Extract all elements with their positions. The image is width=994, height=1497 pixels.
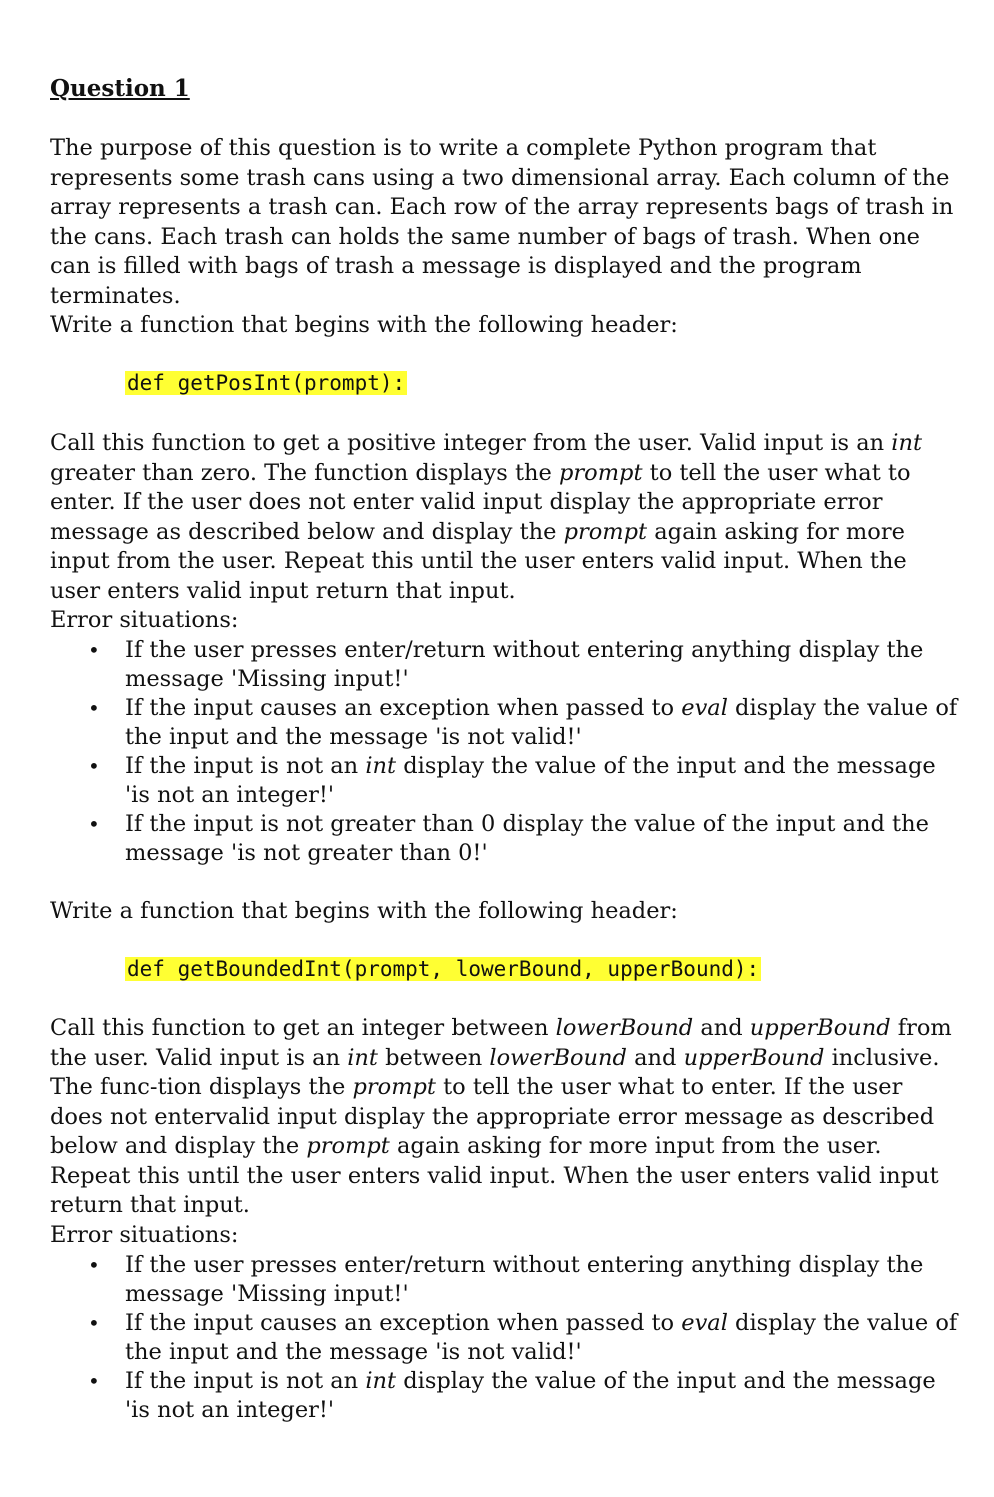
func1-description: Call this function to get a positive integer from the user. Valid input is an int greater than zero. The function displays the prompt to tell the user what to enter. If the user does not enter valid input display the appropriate error message as described below and display the prompt again asking for more input from the user. Repeat this until the user enters valid input. When the user enters valid input return that input.	[50, 430, 923, 604]
bullet-icon: •	[88, 754, 100, 778]
list-item: • If the input is not greater than 0 display the value of the input and the message 'is not greater than 0!'	[88, 811, 929, 866]
func2-lead: Write a function that begins with the following header:	[50, 898, 678, 924]
func2-errors-label: Error situations:	[50, 1222, 239, 1248]
list-item: • If the input is not an int display the value of the input and the message 'is not an integer!'	[88, 753, 936, 808]
bullet-icon: •	[88, 696, 100, 720]
list-item: • If the user presses enter/return without entering anything display the message 'Missing input!'	[88, 637, 924, 692]
func1-code: def getPosInt(prompt):	[127, 371, 406, 395]
intro-paragraph: The purpose of this question is to write a complete Python program that represents some trash cans using a two dimensional array. Each column of the array represents a trash can. Each row of the array represents bags of trash in the cans. Each trash can holds the same number of bags of trash. When one can is filled with bags of trash a message is displayed and the program terminates.	[50, 135, 954, 309]
list-item: • If the input is not an int display the value of the input and the message 'is not an integer!'	[88, 1368, 936, 1423]
func2-description: Call this function to get an integer between lowerBound and upperBound from the user. Valid input is an int between lowerBound and upperBound inclusive. The func-tion displays the prompt to tell the user what to enter. If the user does not entervalid input display the appropriate error message as described below and display the prompt again asking for more input from the user. Repeat this until the user enters valid input. When the user enters valid input return that input.	[50, 1015, 952, 1218]
func1-lead: Write a function that begins with the following header:	[50, 312, 678, 338]
question-heading: Question 1	[50, 75, 190, 102]
func2-code: def getBoundedInt(prompt, lowerBound, upperBound):	[127, 957, 760, 981]
bullet-icon: •	[88, 1253, 100, 1277]
func1-code-block	[125, 369, 407, 399]
list-item: • If the input causes an exception when passed to eval display the value of the input and the message 'is not valid!'	[88, 1310, 958, 1365]
list-item: • If the input causes an exception when passed to eval display the value of the input and the message 'is not valid!'	[88, 695, 958, 750]
func1-errors-label: Error situations:	[50, 607, 239, 633]
list-item: • If the user presses enter/return without entering anything display the message 'Missing input!'	[88, 1252, 924, 1307]
bullet-icon: •	[88, 1311, 100, 1335]
bullet-icon: •	[88, 638, 100, 662]
func1-error-list	[50, 636, 958, 868]
bullet-icon: •	[88, 812, 100, 836]
func2-code-block	[125, 955, 761, 985]
func2-error-list	[50, 1251, 958, 1425]
bullet-icon: •	[88, 1369, 100, 1393]
